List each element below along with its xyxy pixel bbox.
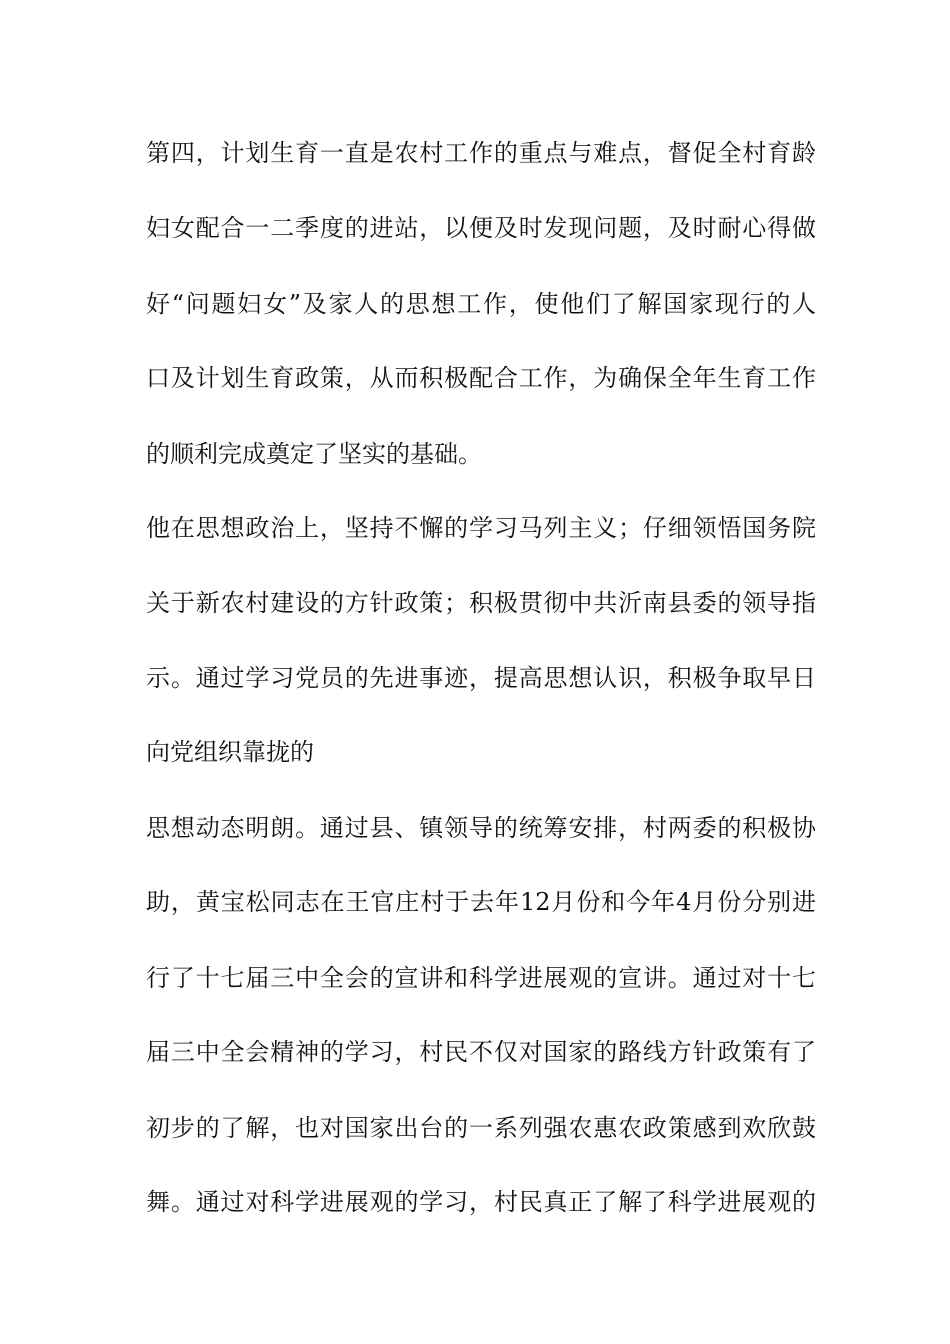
paragraph-line: 他在思想政治上，坚持不懈的学习马列主义；仔细领悟国务院	[146, 514, 816, 542]
paragraph-line: 行了十七届三中全会的宣讲和科学进展观的宣讲。通过对十七	[146, 964, 816, 992]
paragraph-line: 第四，计划生育一直是农村工作的重点与难点，督促全村育龄	[146, 139, 816, 167]
paragraph-line: 舞。通过对科学进展观的学习，村民真正了解了科学进展观的	[146, 1188, 816, 1216]
paragraph-line: 的顺利完成奠定了坚实的基础。	[146, 440, 482, 468]
paragraph-line: 关于新农村建设的方针政策；积极贯彻中共沂南县委的领导指	[146, 589, 816, 617]
paragraph-line: 助，黄宝松同志在王官庄村于去年12月份和今年4月份分别进	[146, 888, 816, 916]
paragraph-line: 口及计划生育政策，从而积极配合工作，为确保全年生育工作	[146, 364, 816, 392]
paragraph-line: 示。通过学习党员的先进事迹，提高思想认识，积极争取早日	[146, 664, 816, 692]
paragraph-line: 届三中全会精神的学习，村民不仅对国家的路线方针政策有了	[146, 1038, 816, 1066]
paragraph-line: 向党组织靠拢的	[146, 738, 314, 766]
paragraph-line: 初步的了解，也对国家出台的一系列强农惠农政策感到欢欣鼓	[146, 1114, 816, 1142]
paragraph-line: 思想动态明朗。通过县、镇领导的统筹安排，村两委的积极协	[146, 814, 816, 842]
paragraph-line: 妇女配合一二季度的进站，以便及时发现问题，及时耐心得做	[146, 214, 816, 242]
paragraph-line: 好“问题妇女”及家人的思想工作，使他们了解国家现行的人	[146, 290, 816, 318]
